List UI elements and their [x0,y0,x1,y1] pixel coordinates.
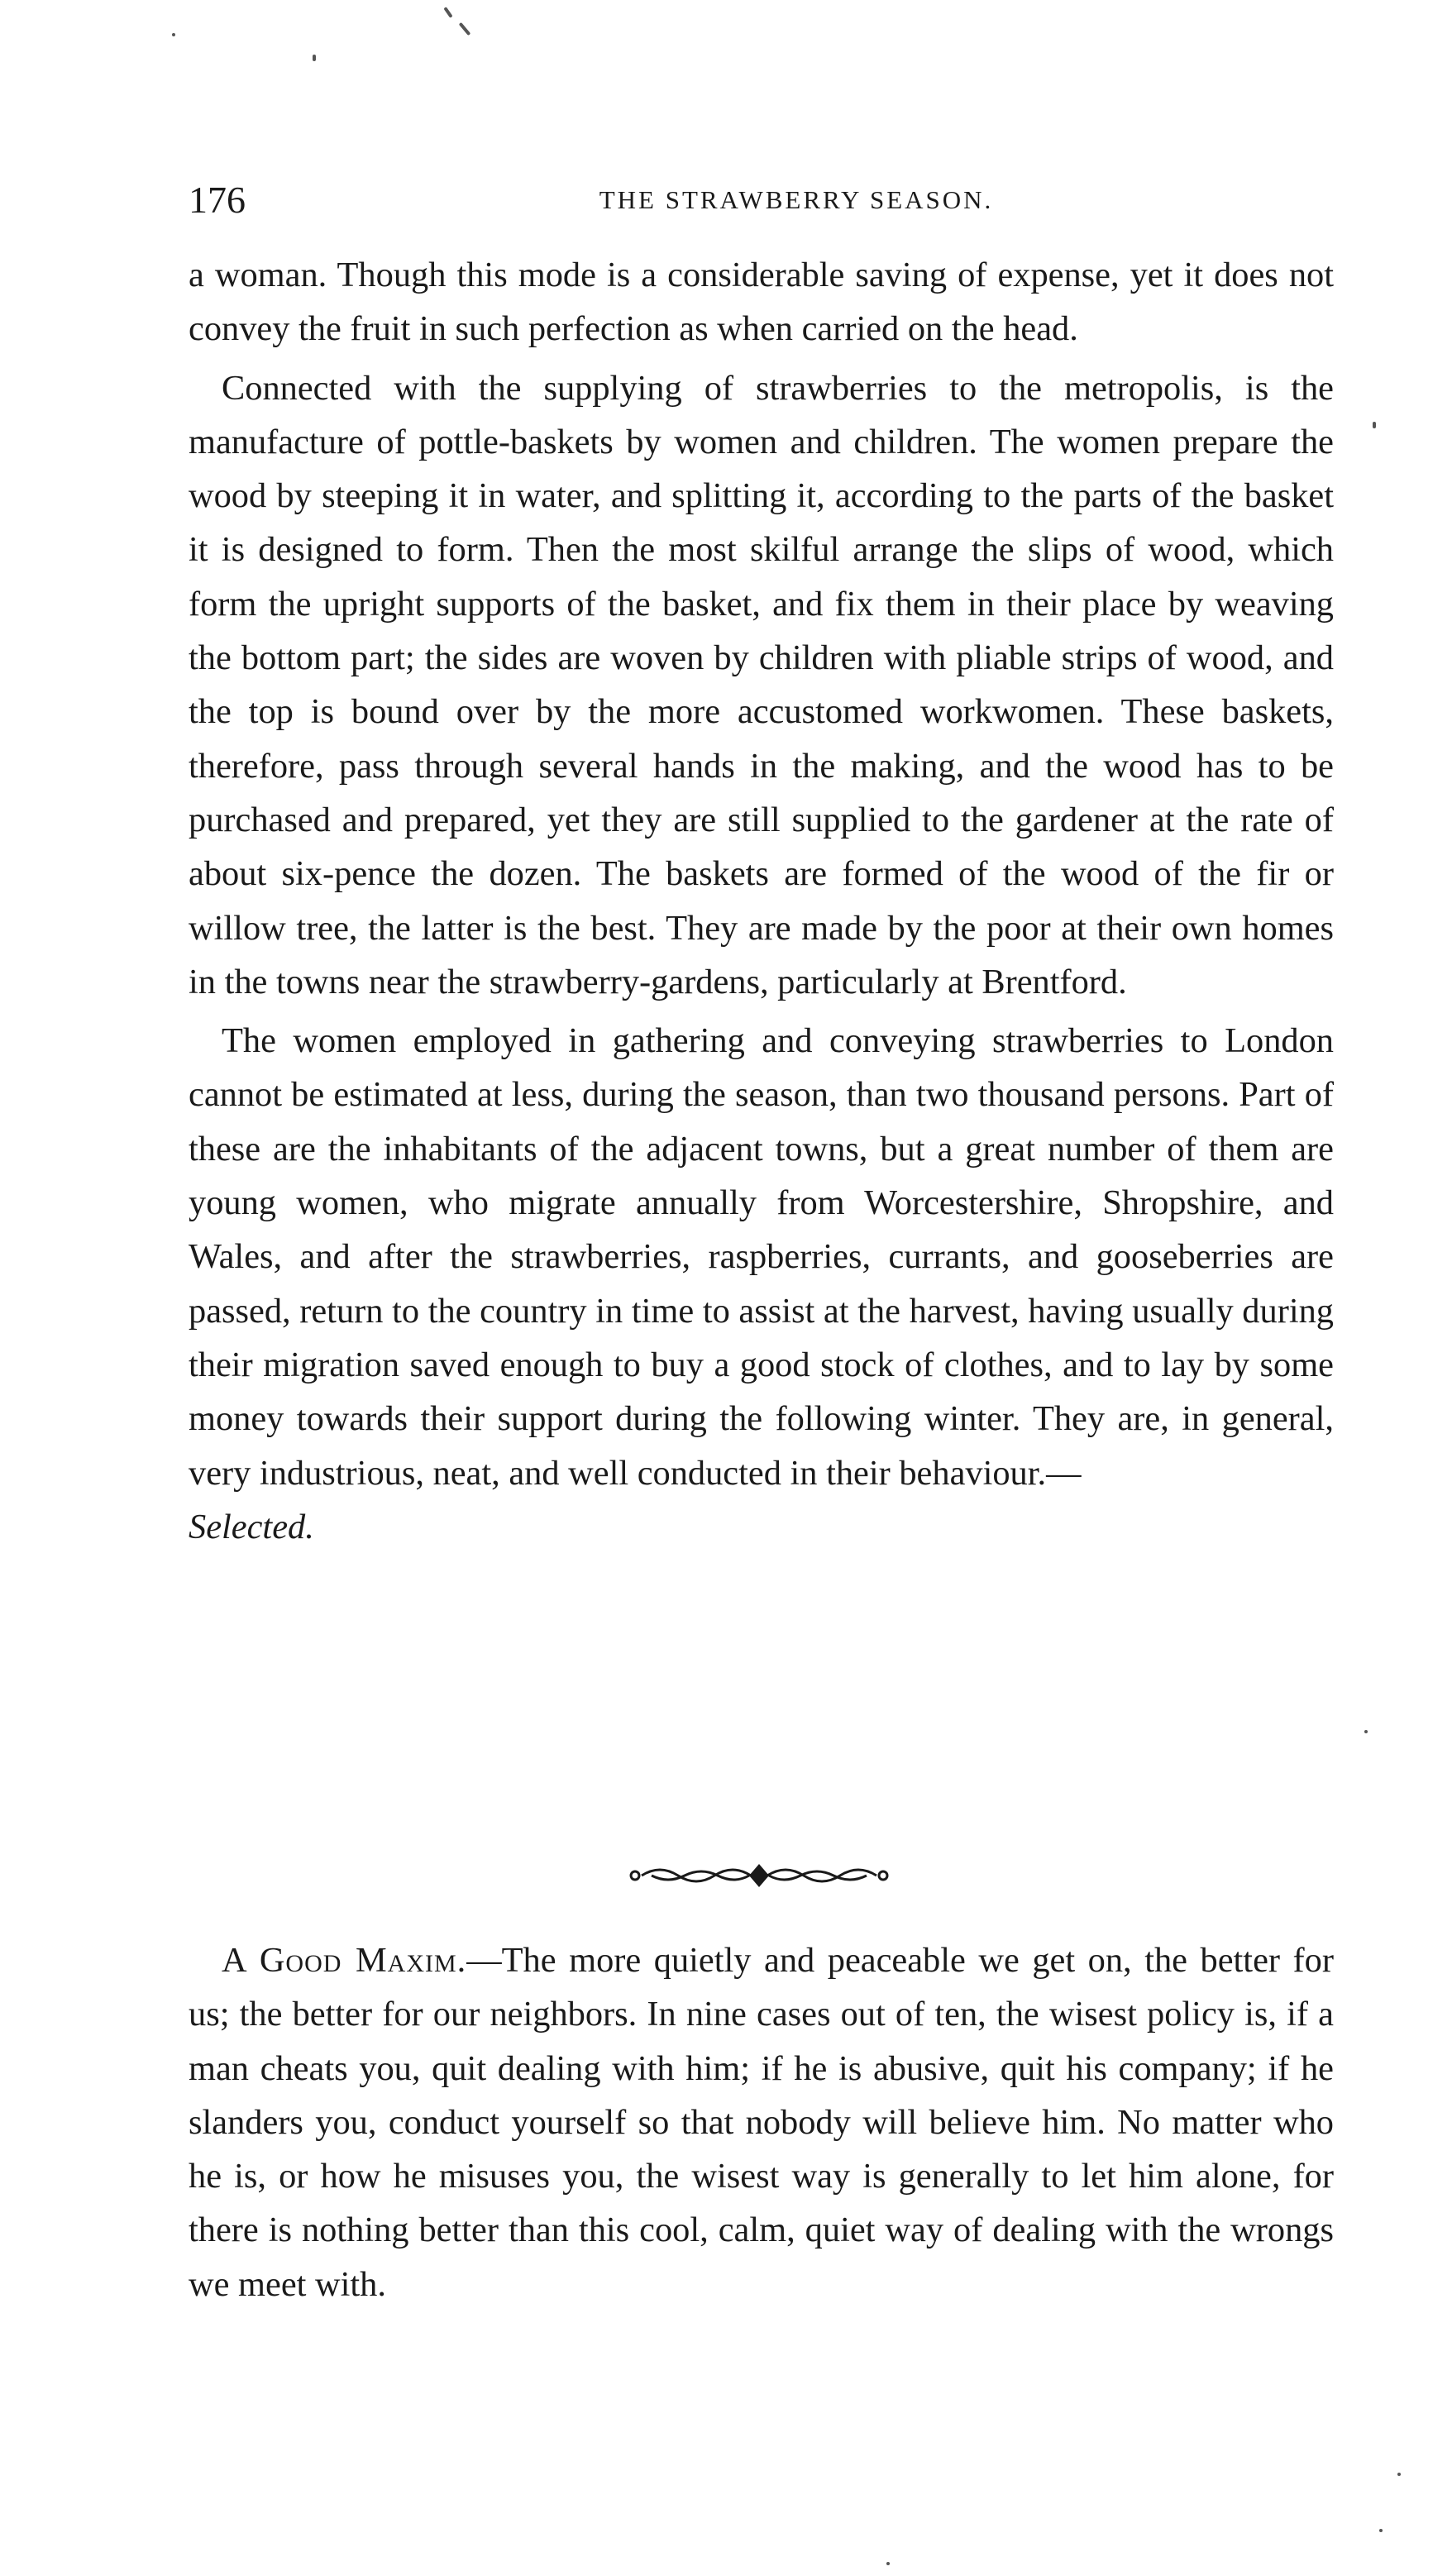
page-number: 176 [189,179,246,221]
running-title: THE STRAWBERRY SEASON. [599,185,994,214]
running-head [189,175,1330,225]
paragraph-women-employed [189,1014,1334,1554]
maxim-heading: A Good Maxim. [222,1941,467,1980]
article-body [189,248,1334,1554]
paragraph-pottle-baskets: Connected with the supplying of strawberries to the metropolis, is the manufacture of pottle-baskets by women and children. The women prepare the wood by steeping it in water, and splitting it, according to the parts of the basket it is designed to form. Then the most skilful arrange the slips of wood, which form the upright supports of the basket, and fix them in their place by weaving the bottom part; the sides are woven by children with pliable strips of wood, and the top is bound over by the more accustomed workwomen. These baskets, therefore, pass through several hands in the making, and the wood has to be purchased and prepared, yet they are still supplied to the gardener at the rate of about six-pence the dozen. The baskets are formed of the wood of the fir or willow tree, the latter is the best. They are made by the poor at their own homes in the towns near the strawberry-gardens, particularly at Brentford. [189,368,1334,1001]
signature-selected: Selected. [189,1507,314,1546]
maxim-paragraph [189,1933,1334,2311]
decorative-divider-icon [627,1859,891,1892]
paragraph-continuation: a woman. Though this mode is a considerable saving of expense, yet it does not convey the fruit in such perfection as when carried on the head. [189,256,1334,349]
maxim-section [189,1933,1334,2311]
paragraph-women-employed-text: The women employed in gathering and conveying strawberries to London cannot be estimated at less, during the season, than two thousand persons. Part of these are the inhabitants of the adjacent towns, but a great number of them are young women, who migrate annually from Worcestershire, Shropshire, and Wales, and after the strawberries, raspberries, currants, and gooseberries are passed, return to the country in time to assist at the harvest, having usually during their migration saved enough to buy a good stock of clothes, and to lay by some money towards their support during the following winter. They are, in general, very industrious, neat, and well conducted in their behaviour.— [189,1021,1334,1493]
maxim-text: —The more quietly and peaceable we get on, the better for us; the better for our neighbors. In nine cases out of ten, the wisest policy is, if a man cheats you, quit dealing with him; if he is abusive, quit his company; if he slanders you, conduct yourself so that nobody will believe him. No matter who he is, or how he misuses you, the wisest way is generally to let him alone, for there is nothing better than this cool, calm, quiet way of dealing with the wrongs we meet with. [189,1941,1334,2304]
